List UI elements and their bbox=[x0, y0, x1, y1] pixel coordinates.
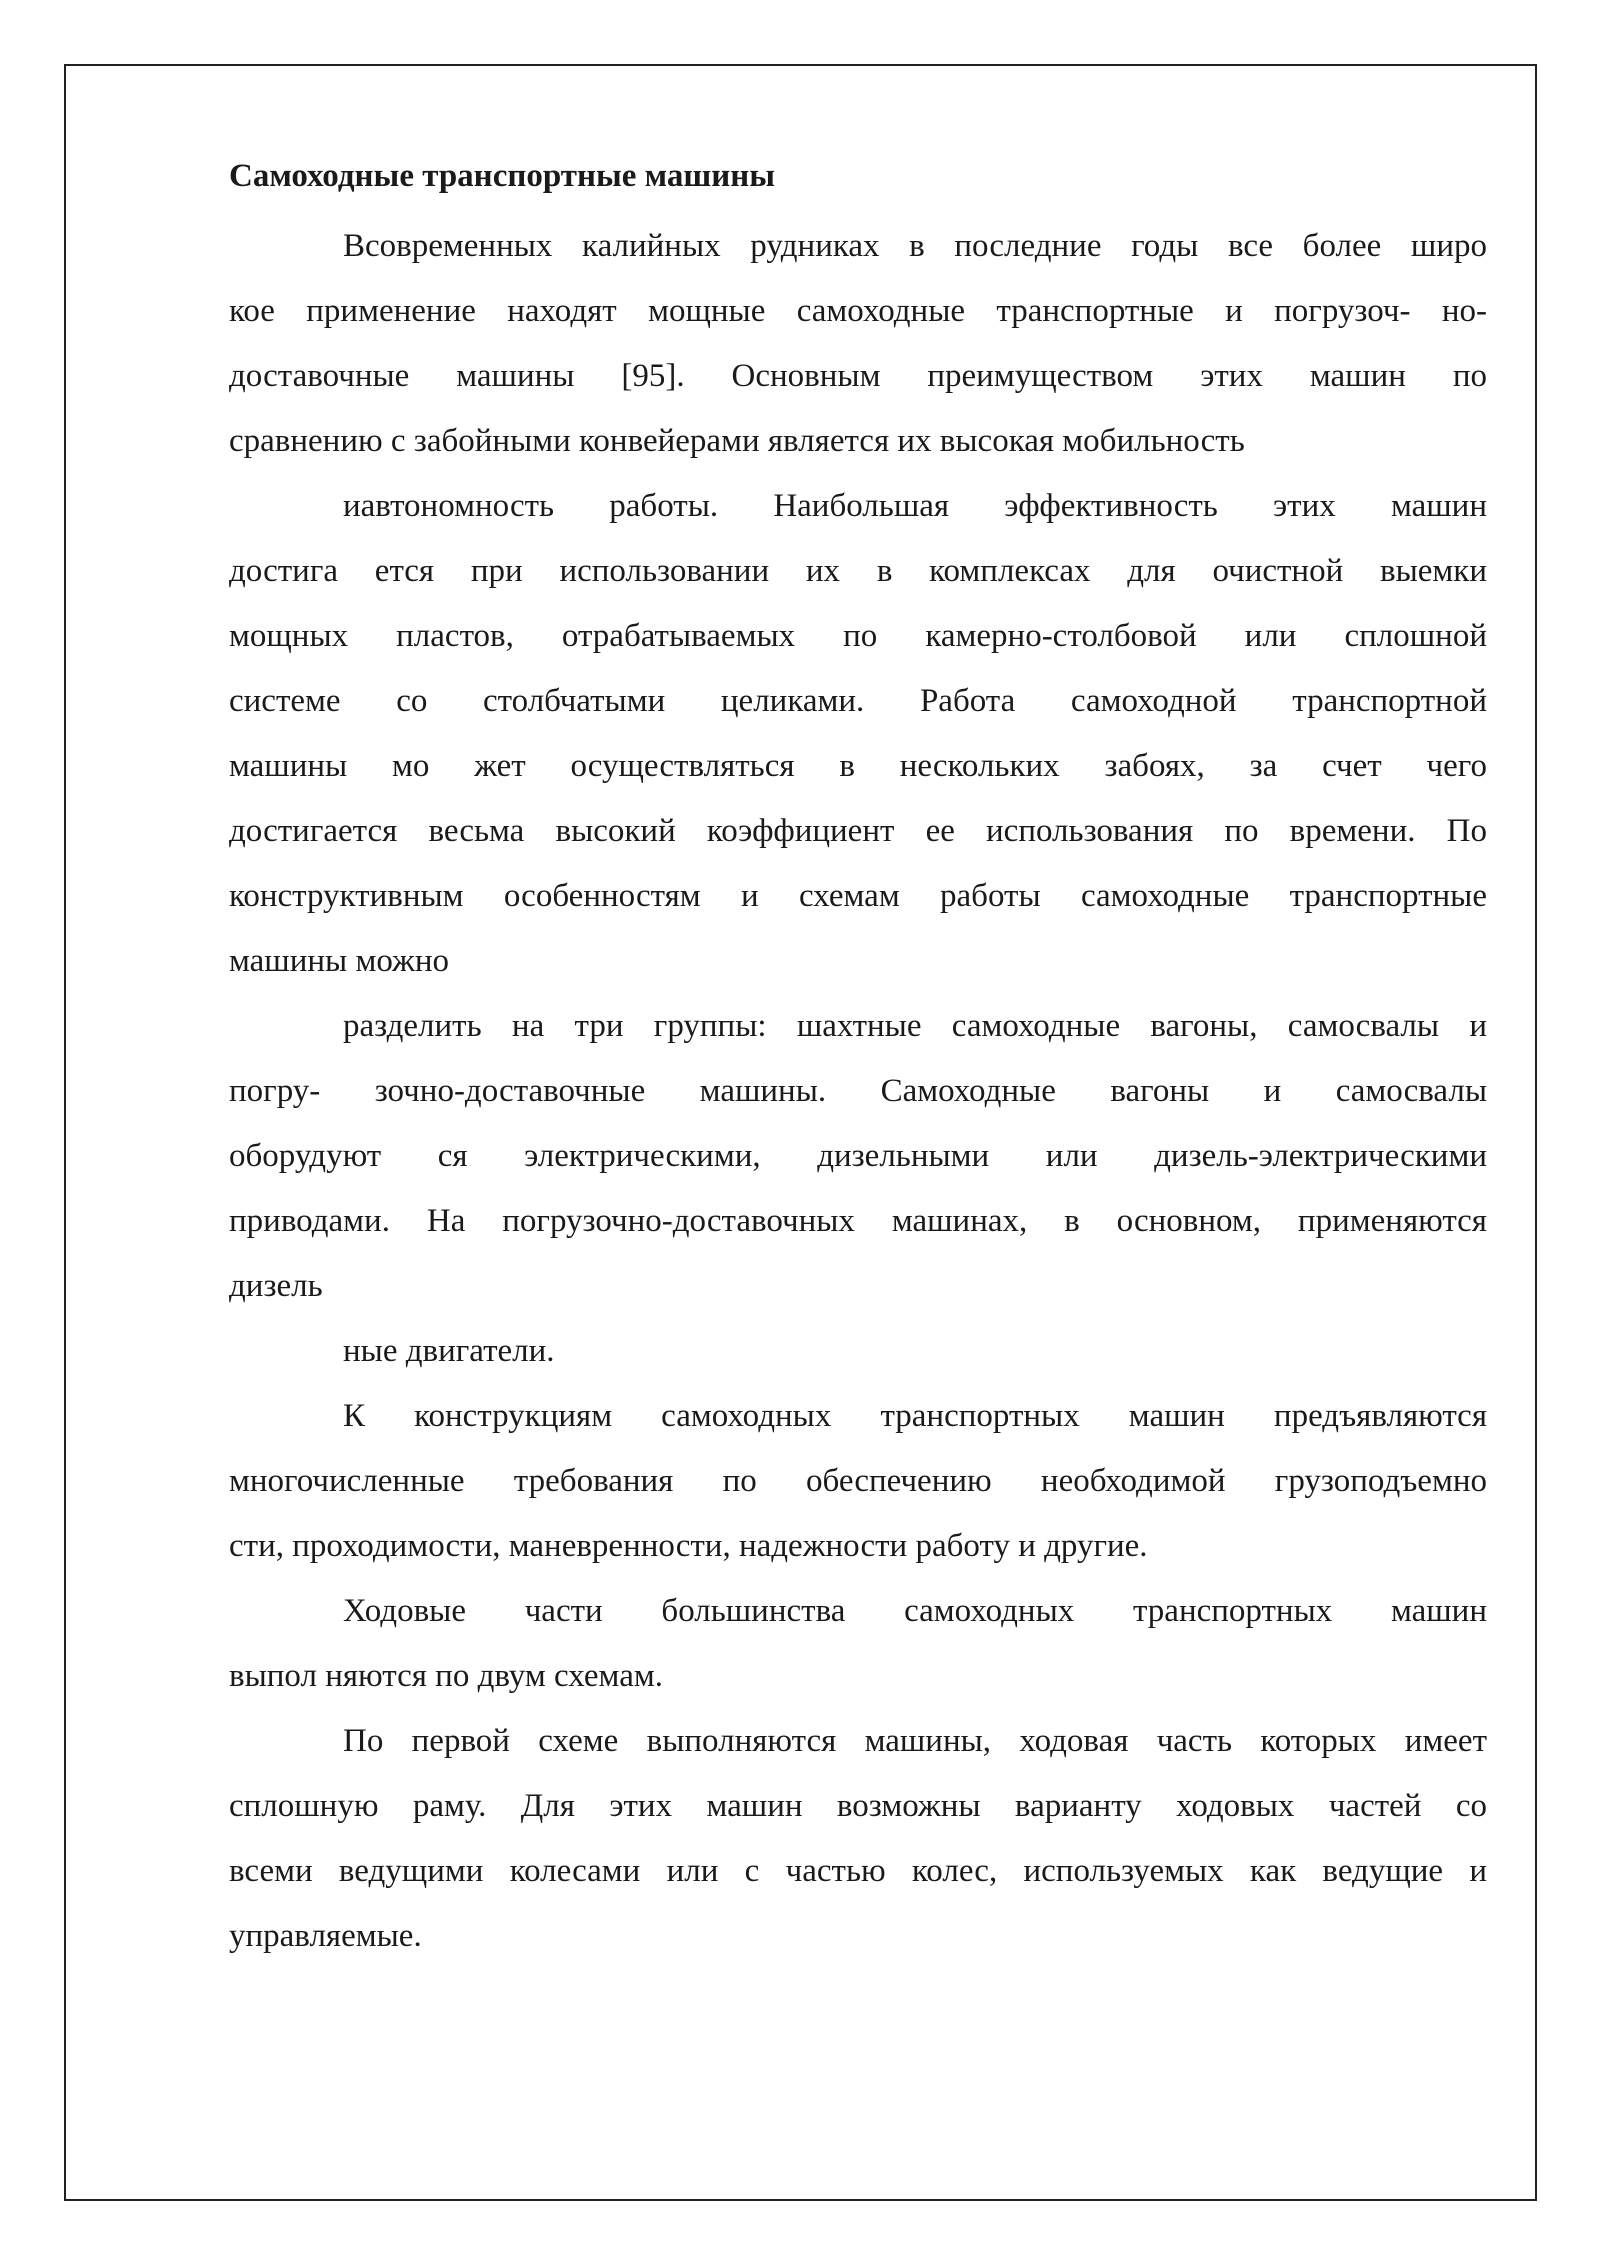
text-line: сплошную раму. Для этих машин возможны варианту ходовых частей со bbox=[229, 1788, 1487, 1824]
text-line: погру- зочно-доставочные машины. Самоходные вагоны и самосвалы bbox=[229, 1073, 1487, 1109]
text-line: сти, проходимости, маневренности, надежности работу и другие. bbox=[229, 1528, 1148, 1564]
paragraph bbox=[229, 994, 1487, 1319]
text-line: разделить на три группы: шахтные самоходные вагоны, самосвалы и bbox=[343, 1008, 1487, 1044]
text-line: многочисленные требования по обеспечению необходимой грузоподъемно bbox=[229, 1463, 1487, 1499]
text-line: сравнению с забойными конвейерами является их высокая мобильность bbox=[229, 423, 1245, 459]
text-line: дизель bbox=[229, 1268, 323, 1304]
text-line: Всовременных калийных рудниках в последние годы все более широ bbox=[343, 228, 1487, 264]
text-line: иавтономность работы. Наибольшая эффективность этих машин bbox=[343, 488, 1487, 524]
text-line: достига ется при использовании их в комплексах для очистной выемки bbox=[229, 553, 1487, 589]
text-line: оборудуют ся электрическими, дизельными или дизель-электрическими bbox=[229, 1138, 1487, 1174]
paragraph bbox=[229, 214, 1487, 474]
text-line: достигается весьма высокий коэффициент ее использования по времени. По bbox=[229, 813, 1487, 849]
text-line: кое применение находят мощные самоходные транспортные и погрузоч- но- bbox=[229, 293, 1487, 329]
text-line: К конструкциям самоходных транспортных машин предъявляются bbox=[343, 1398, 1487, 1434]
text-line: выпол няются по двум схемам. bbox=[229, 1658, 663, 1694]
text-line: мощных пластов, отрабатываемых по камерно-столбовой или сплошной bbox=[229, 618, 1487, 654]
text-line: машины можно bbox=[229, 943, 449, 979]
text-line: машины мо жет осуществляться в нескольких забоях, за счет чего bbox=[229, 748, 1487, 784]
document-body bbox=[229, 146, 1487, 1969]
text-line: конструктивным особенностям и схемам работы самоходные транспортные bbox=[229, 878, 1487, 914]
text-line: системе со столбчатыми целиками. Работа самоходной транспортной bbox=[229, 683, 1487, 719]
text-line: Ходовые части большинства самоходных транспортных машин bbox=[343, 1593, 1487, 1629]
text-line: приводами. На погрузочно-доставочных машинах, в основном, применяются bbox=[229, 1203, 1487, 1239]
paragraph bbox=[229, 1579, 1487, 1709]
paragraph-container bbox=[229, 214, 1487, 1969]
paragraph bbox=[229, 474, 1487, 994]
text-line: ные двигатели. bbox=[343, 1333, 555, 1369]
text-line: По первой схеме выполняются машины, ходовая часть которых имеет bbox=[343, 1723, 1487, 1759]
text-line: доставочные машины [95]. Основным преимуществом этих машин по bbox=[229, 358, 1487, 394]
text-line: управляемые. bbox=[229, 1918, 422, 1954]
paragraph bbox=[229, 1709, 1487, 1969]
text-line: всеми ведущими колесами или с частью колес, используемых как ведущие и bbox=[229, 1853, 1487, 1889]
paragraph bbox=[229, 1319, 1487, 1384]
paragraph bbox=[229, 1384, 1487, 1579]
document-title: Самоходные транспортные машины bbox=[229, 158, 776, 194]
